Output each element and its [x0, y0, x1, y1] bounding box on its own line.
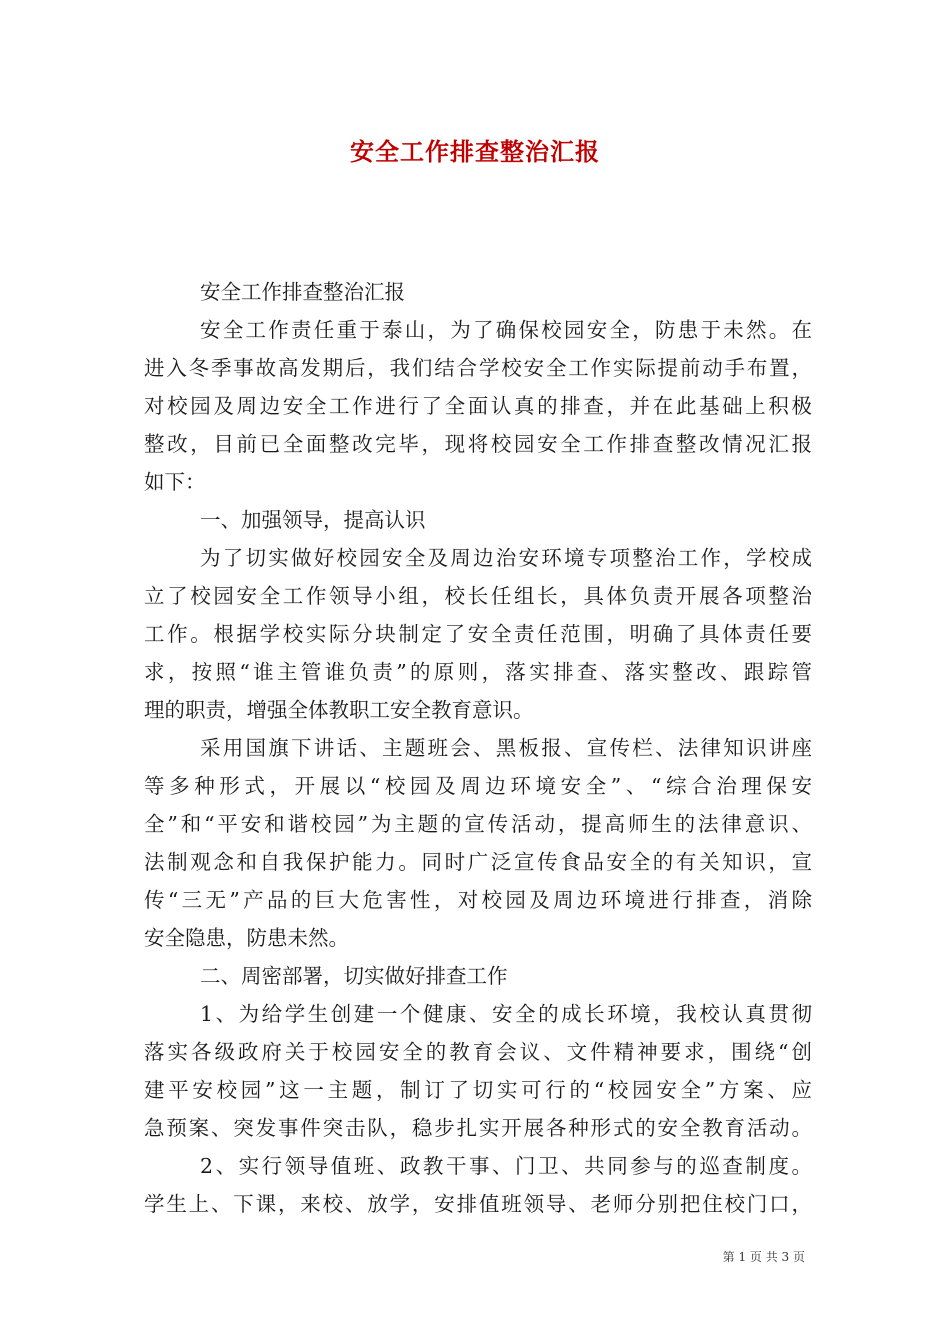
body-line: 落实各级政府关于校园安全的教育会议、文件精神要求，围绕“创: [144, 1040, 812, 1064]
body-line: 进入冬季事故高发期后，我们结合学校安全工作实际提前动手布置，: [144, 356, 812, 380]
body-line: 为了切实做好校园安全及周边治安环境专项整治工作，学校成: [200, 546, 812, 570]
body-line: 安全隐患，防患未然。: [144, 926, 349, 950]
body-line: 对校园及周边安全工作进行了全面认真的排查，并在此基础上积极: [144, 394, 812, 418]
body-line: 工作。根据学校实际分块制定了安全责任范围，明确了具体责任要: [144, 622, 812, 646]
body-line: 采用国旗下讲话、主题班会、黑板报、宣传栏、法律知识讲座: [200, 736, 812, 760]
body-line: 求，按照“谁主管谁负责”的原则，落实排查、落实整改、跟踪管: [144, 660, 812, 684]
body-line: 一、加强领导，提高认识: [200, 508, 426, 532]
body-line: 传“三无”产品的巨大危害性，对校园及周边环境进行排查，消除: [144, 888, 812, 912]
body-line: 建平安校园”这一主题，制订了切实可行的“校园安全”方案、应: [144, 1078, 812, 1102]
body-line: 学生上、下课，来校、放学，安排值班领导、老师分别把住校门口，: [144, 1192, 812, 1216]
body-line: 等多种形式，开展以“校园及周边环境安全”、“综合治理保安: [144, 774, 812, 798]
body-line: 安全工作排查整治汇报: [200, 280, 405, 304]
document-body: [144, 273, 812, 1223]
body-line: 2、实行领导值班、政教干事、门卫、共同参与的巡查制度。: [200, 1154, 812, 1178]
body-line: 全”和“平安和谐校园”为主题的宣传活动，提高师生的法律意识、: [144, 812, 812, 836]
body-line: 1、为给学生创建一个健康、安全的成长环境，我校认真贯彻: [200, 1002, 812, 1026]
body-line: 急预案、突发事件突击队，稳步扎实开展各种形式的安全教育活动。: [144, 1116, 812, 1140]
document-title: 安全工作排查整治汇报: [350, 137, 600, 166]
body-line: 立了校园安全工作领导小组，校长任组长，具体负责开展各项整治: [144, 584, 812, 608]
body-line: 如下：: [144, 470, 206, 494]
body-line: 二、周密部署，切实做好排查工作: [200, 964, 508, 988]
body-line: 理的职责，增强全体教职工安全教育意识。: [144, 698, 534, 722]
body-line: 整改，目前已全面整改完毕，现将校园安全工作排查整改情况汇报: [144, 432, 812, 456]
body-line: 法制观念和自我保护能力。同时广泛宣传食品安全的有关知识，宣: [144, 850, 812, 874]
page-number: 第 1 页 共 3 页: [722, 1250, 805, 1264]
body-line: 安全工作责任重于泰山，为了确保校园安全，防患于未然。在: [200, 318, 812, 342]
